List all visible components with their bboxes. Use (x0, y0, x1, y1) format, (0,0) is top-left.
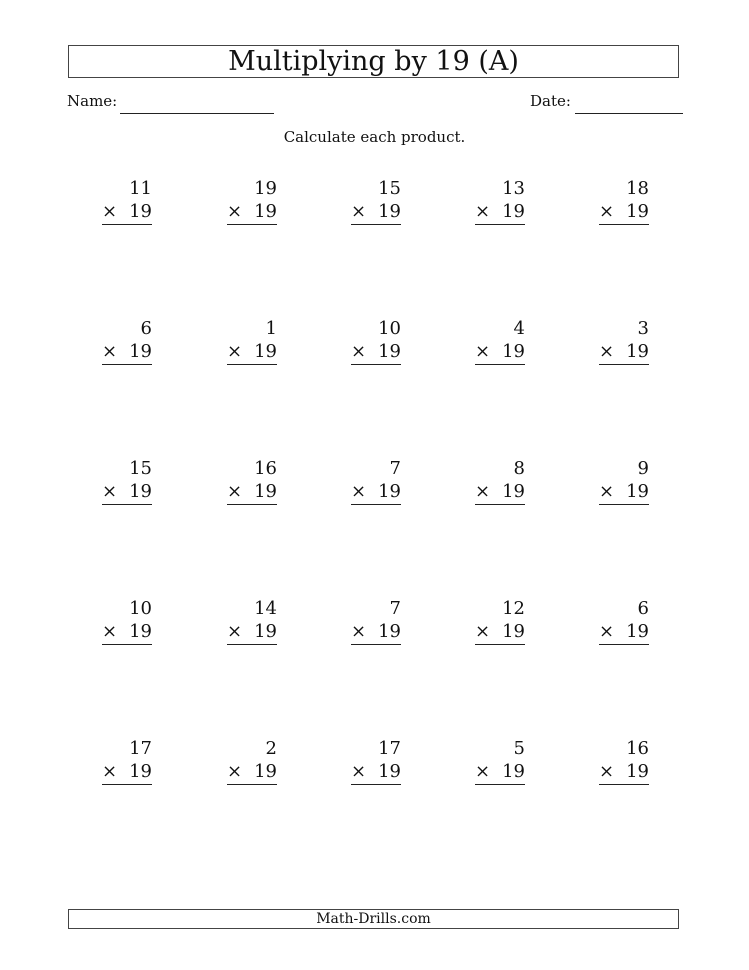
multiplicand: 9 (637, 458, 649, 479)
times-sign: × (599, 201, 615, 222)
multiplier: 19 (254, 481, 277, 502)
answer-line (102, 784, 152, 785)
answer-line (351, 644, 401, 645)
date-label: Date: (530, 92, 571, 110)
multiplicand: 10 (129, 598, 152, 619)
times-sign: × (102, 621, 118, 642)
multiplicand: 3 (637, 318, 649, 339)
multiplicand: 7 (389, 458, 401, 479)
multiplicand: 6 (140, 318, 152, 339)
multiplier: 19 (378, 201, 401, 222)
answer-line (351, 504, 401, 505)
times-sign: × (599, 621, 615, 642)
answer-line (599, 364, 649, 365)
answer-line (599, 644, 649, 645)
times-sign: × (102, 481, 118, 502)
answer-line (475, 644, 525, 645)
answer-line (102, 364, 152, 365)
multiplier: 19 (502, 481, 525, 502)
multiplicand: 11 (129, 178, 152, 199)
times-sign: × (102, 201, 118, 222)
multiplier: 19 (129, 621, 152, 642)
multiplier: 19 (129, 761, 152, 782)
multiplicand: 18 (626, 178, 649, 199)
multiplicand: 4 (513, 318, 525, 339)
times-sign: × (599, 761, 615, 782)
multiplier: 19 (502, 341, 525, 362)
multiplier: 19 (626, 201, 649, 222)
times-sign: × (351, 761, 367, 782)
answer-line (102, 644, 152, 645)
multiplicand: 14 (254, 598, 277, 619)
times-sign: × (102, 341, 118, 362)
answer-line (227, 784, 277, 785)
page-title: Multiplying by 19 (A) (228, 46, 519, 77)
multiplier: 19 (129, 481, 152, 502)
multiplier: 19 (502, 621, 525, 642)
multiplicand: 6 (637, 598, 649, 619)
multiplicand: 1 (265, 318, 277, 339)
multiplier: 19 (502, 761, 525, 782)
times-sign: × (475, 481, 491, 502)
multiplier: 19 (254, 341, 277, 362)
answer-line (599, 504, 649, 505)
footer-box (68, 909, 679, 929)
multiplicand: 12 (502, 598, 525, 619)
multiplicand: 7 (389, 598, 401, 619)
multiplier: 19 (626, 761, 649, 782)
times-sign: × (351, 621, 367, 642)
multiplier: 19 (378, 761, 401, 782)
answer-line (227, 644, 277, 645)
answer-line (227, 224, 277, 225)
multiplier: 19 (254, 761, 277, 782)
multiplier: 19 (626, 621, 649, 642)
multiplicand: 15 (378, 178, 401, 199)
answer-line (475, 784, 525, 785)
times-sign: × (475, 201, 491, 222)
times-sign: × (475, 621, 491, 642)
multiplier: 19 (129, 341, 152, 362)
multiplicand: 19 (254, 178, 277, 199)
answer-line (351, 364, 401, 365)
multiplier: 19 (626, 481, 649, 502)
answer-line (599, 224, 649, 225)
title-box (68, 45, 679, 78)
answer-line (351, 224, 401, 225)
multiplier: 19 (626, 341, 649, 362)
multiplier: 19 (254, 201, 277, 222)
multiplicand: 13 (502, 178, 525, 199)
instructions: Calculate each product. (283, 128, 466, 146)
times-sign: × (475, 761, 491, 782)
name-label: Name: (67, 92, 118, 110)
times-sign: × (227, 761, 243, 782)
answer-line (102, 504, 152, 505)
times-sign: × (227, 201, 243, 222)
multiplier: 19 (378, 481, 401, 502)
answer-line (351, 784, 401, 785)
multiplicand: 2 (265, 738, 277, 759)
times-sign: × (351, 481, 367, 502)
multiplier: 19 (378, 341, 401, 362)
times-sign: × (351, 341, 367, 362)
times-sign: × (599, 341, 615, 362)
times-sign: × (227, 481, 243, 502)
times-sign: × (227, 621, 243, 642)
footer-site: Math-Drills.com (316, 911, 431, 927)
multiplicand: 17 (378, 738, 401, 759)
answer-line (102, 224, 152, 225)
times-sign: × (599, 481, 615, 502)
answer-line (227, 364, 277, 365)
times-sign: × (227, 341, 243, 362)
answer-line (475, 504, 525, 505)
times-sign: × (102, 761, 118, 782)
times-sign: × (351, 201, 367, 222)
multiplicand: 15 (129, 458, 152, 479)
times-sign: × (475, 341, 491, 362)
answer-line (227, 504, 277, 505)
multiplier: 19 (254, 621, 277, 642)
multiplier: 19 (129, 201, 152, 222)
date-field[interactable] (575, 113, 683, 114)
multiplicand: 8 (513, 458, 525, 479)
name-field[interactable] (120, 113, 274, 114)
multiplicand: 17 (129, 738, 152, 759)
answer-line (599, 784, 649, 785)
multiplier: 19 (378, 621, 401, 642)
answer-line (475, 224, 525, 225)
multiplicand: 10 (378, 318, 401, 339)
answer-line (475, 364, 525, 365)
multiplicand: 16 (626, 738, 649, 759)
multiplicand: 16 (254, 458, 277, 479)
multiplier: 19 (502, 201, 525, 222)
multiplicand: 5 (513, 738, 525, 759)
